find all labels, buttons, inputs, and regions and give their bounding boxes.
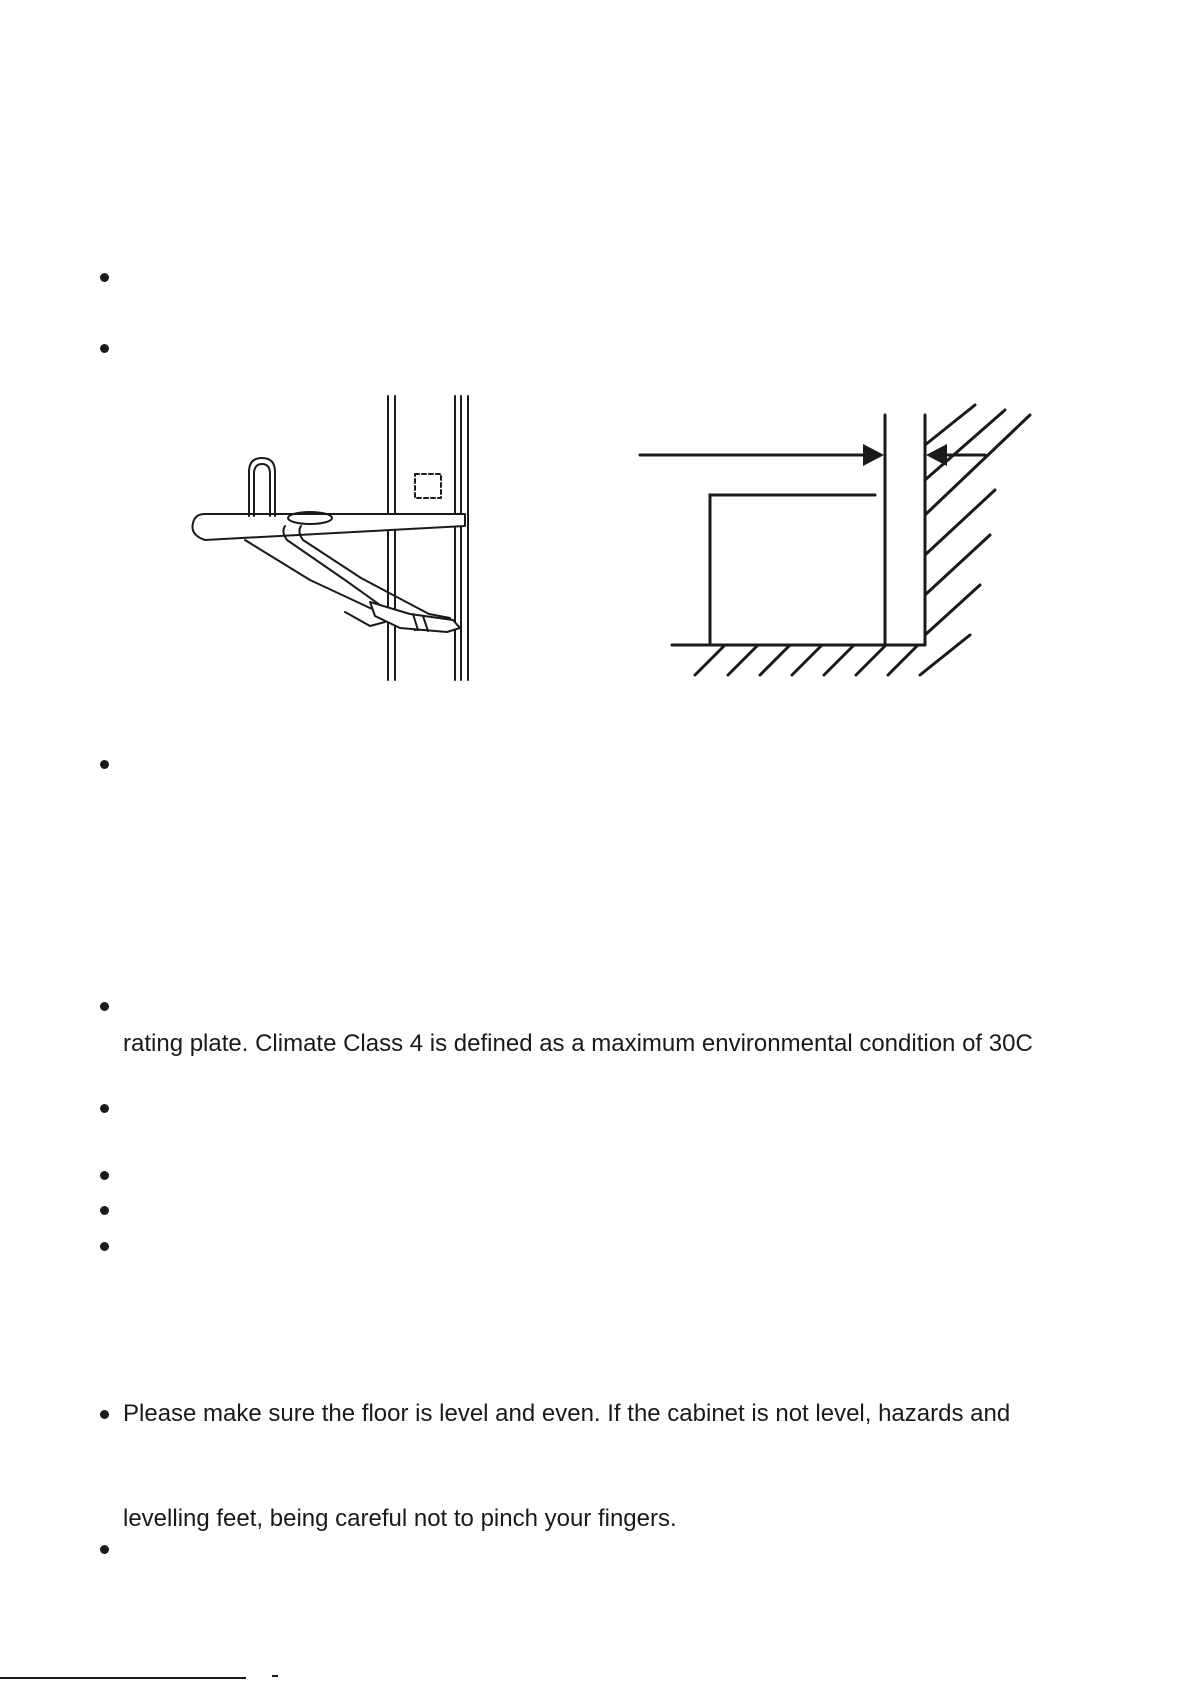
footer-mark xyxy=(272,1675,278,1677)
bullet-4 xyxy=(100,1002,109,1011)
bullet-1 xyxy=(100,273,109,282)
wall-clearance-diagram xyxy=(620,395,1040,695)
footer-rule xyxy=(0,1677,246,1679)
bullet-10 xyxy=(100,1545,109,1554)
bullet-5 xyxy=(100,1104,109,1113)
spacer-clip-illustration xyxy=(185,390,485,685)
bullet-6 xyxy=(100,1171,109,1180)
climate-class-text: rating plate. Climate Class 4 is defined as a maximum environmental condition of 30C xyxy=(123,1030,1033,1057)
bullet-9 xyxy=(100,1410,109,1419)
bullet-8 xyxy=(100,1242,109,1251)
levelling-feet-text: levelling feet, being careful not to pinch your fingers. xyxy=(123,1505,677,1532)
floor-level-text: Please make sure the floor is level and even. If the cabinet is not level, hazards and xyxy=(123,1400,1011,1427)
bullet-3 xyxy=(100,760,109,769)
bullet-2 xyxy=(100,344,109,353)
bullet-7 xyxy=(100,1206,109,1215)
